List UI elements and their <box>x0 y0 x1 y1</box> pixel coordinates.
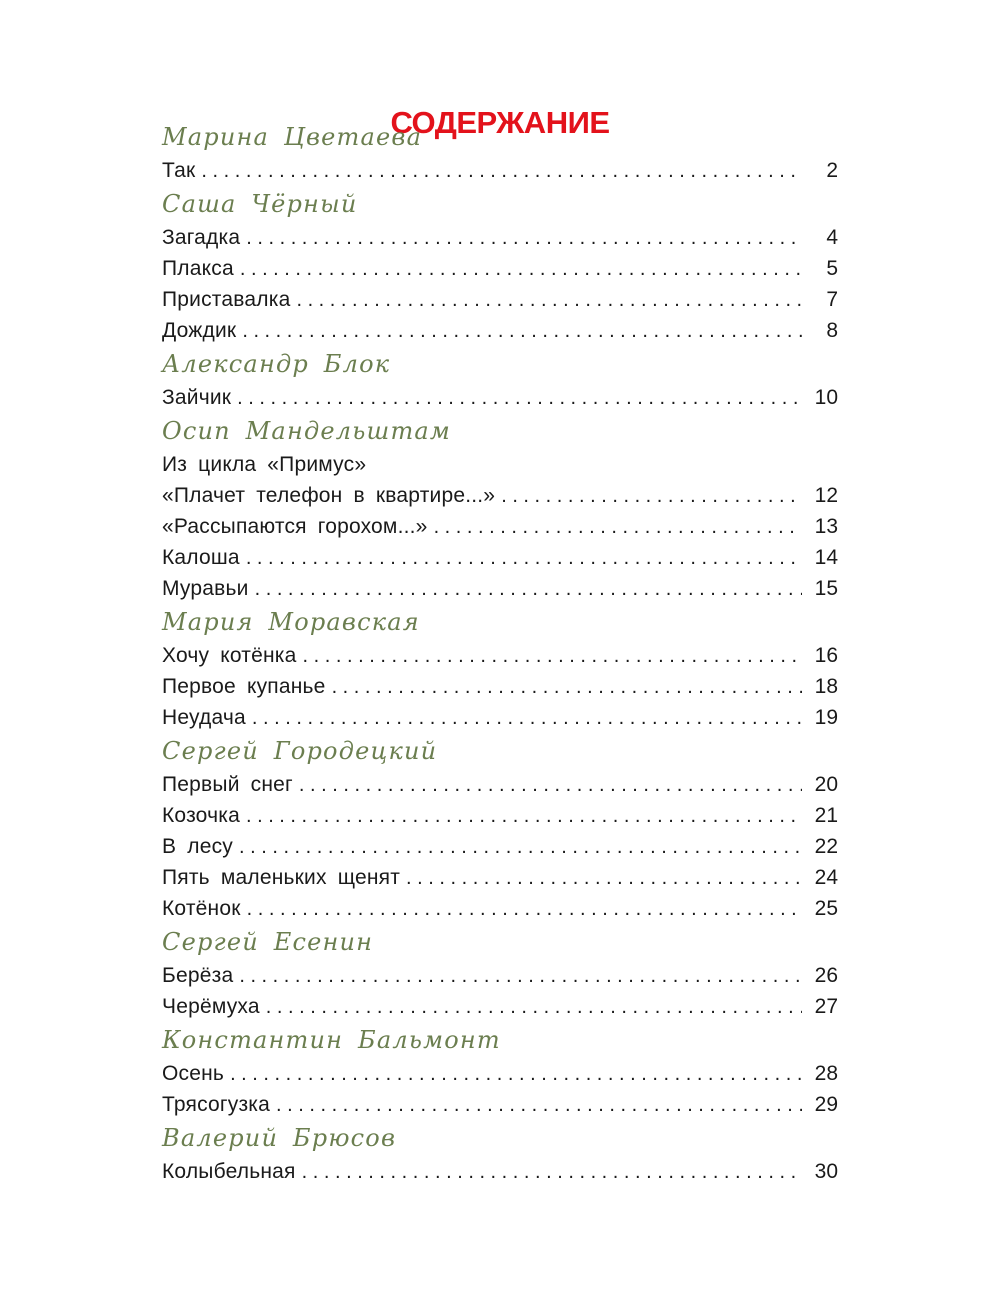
toc-page-number: 15 <box>814 577 838 600</box>
toc-entry-title: Котёнок <box>162 897 241 920</box>
toc-entry-title: Берёза <box>162 964 234 987</box>
toc-page-number: 30 <box>814 1160 838 1183</box>
dot-leader <box>332 672 802 703</box>
dot-leader <box>406 863 802 894</box>
toc-entry[interactable] <box>162 1156 838 1187</box>
dot-leader <box>201 156 802 187</box>
toc-entry[interactable] <box>162 449 838 480</box>
toc-entry[interactable] <box>162 1089 838 1120</box>
toc-entry-title: Колыбельная <box>162 1160 296 1183</box>
toc-page-number: 24 <box>814 866 838 889</box>
toc-entry[interactable] <box>162 671 838 702</box>
author-heading: Константин Бальмонт <box>162 1026 501 1054</box>
dot-leader <box>237 383 802 414</box>
toc-entry-title: Черёмуха <box>162 995 260 1018</box>
dot-leader <box>242 316 802 347</box>
toc-entry-title: Дождик <box>162 319 237 342</box>
dot-leader <box>252 703 802 734</box>
toc-entry-title: Козочка <box>162 804 240 827</box>
toc-page-number: 27 <box>814 995 838 1018</box>
toc-entry[interactable] <box>162 382 838 413</box>
toc-entry[interactable] <box>162 542 838 573</box>
dot-leader <box>434 512 802 543</box>
dot-leader <box>255 574 802 605</box>
toc-entry[interactable] <box>162 769 838 800</box>
toc-entry[interactable] <box>162 800 838 831</box>
dot-leader <box>240 254 802 285</box>
dot-leader <box>276 1090 802 1121</box>
author-heading: Саша Чёрный <box>162 190 358 218</box>
toc-entry-title: Калоша <box>162 546 240 569</box>
toc-page-number: 2 <box>826 159 838 182</box>
toc-entry-title: Хочу котёнка <box>162 644 297 667</box>
toc-entry-title: Плакса <box>162 257 234 280</box>
dot-leader <box>247 894 802 925</box>
toc-page-number: 20 <box>814 773 838 796</box>
toc-entry-title: Первый снег <box>162 773 293 796</box>
dot-leader <box>239 961 802 992</box>
dot-leader <box>266 992 802 1023</box>
toc-entry[interactable] <box>162 862 838 893</box>
dot-leader <box>302 1157 802 1188</box>
toc-page-number: 14 <box>814 546 838 569</box>
dot-leader <box>246 801 802 832</box>
toc-entry-title: Пять маленьких щенят <box>162 866 401 889</box>
toc-entry[interactable] <box>162 155 838 186</box>
toc-entry[interactable] <box>162 222 838 253</box>
toc-entry[interactable] <box>162 893 838 924</box>
toc-entry[interactable] <box>162 702 838 733</box>
toc-entry[interactable] <box>162 640 838 671</box>
toc-page-number: 16 <box>814 644 838 667</box>
toc-entry-title: Приставалка <box>162 288 291 311</box>
toc-entry[interactable] <box>162 480 838 511</box>
author-heading: Осип Мандельштам <box>162 417 452 445</box>
toc-page-number: 21 <box>814 804 838 827</box>
toc-page-number: 5 <box>826 257 838 280</box>
dot-leader <box>246 543 802 574</box>
toc-page-number: 19 <box>814 706 838 729</box>
table-of-contents <box>162 119 838 1187</box>
dot-leader <box>246 223 802 254</box>
author-heading: Марина Цветаева <box>162 123 423 151</box>
toc-entry-title: Загадка <box>162 226 241 249</box>
toc-entry[interactable] <box>162 573 838 604</box>
toc-entry[interactable] <box>162 960 838 991</box>
toc-page-number: 29 <box>814 1093 838 1116</box>
toc-entry-title: Трясогузка <box>162 1093 270 1116</box>
toc-page-number: 28 <box>814 1062 838 1085</box>
toc-entry-title: Так <box>162 159 196 182</box>
dot-leader <box>303 641 802 672</box>
toc-entry-title: Из цикла «Примус» <box>162 453 367 476</box>
toc-entry[interactable] <box>162 253 838 284</box>
toc-page-number: 12 <box>814 484 838 507</box>
toc-entry-title: Осень <box>162 1062 225 1085</box>
author-heading: Александр Блок <box>162 350 391 378</box>
dot-leader <box>299 770 802 801</box>
toc-entry-title: «Плачет телефон в квартире...» <box>162 484 496 507</box>
toc-page-number: 18 <box>814 675 838 698</box>
toc-entry-title: Неудача <box>162 706 246 729</box>
toc-entry[interactable] <box>162 315 838 346</box>
toc-entry-title: В лесу <box>162 835 233 858</box>
toc-entry[interactable] <box>162 991 838 1022</box>
author-heading: Мария Моравская <box>162 608 420 636</box>
toc-entry[interactable] <box>162 511 838 542</box>
toc-page-number: 25 <box>814 897 838 920</box>
toc-page-number: 4 <box>826 226 838 249</box>
dot-leader <box>239 832 802 863</box>
page-title: СОДЕРЖАНИЕ <box>390 104 610 140</box>
dot-leader <box>230 1059 802 1090</box>
toc-page-number: 8 <box>826 319 838 342</box>
toc-entry-title: «Рассыпаются горохом...» <box>162 515 428 538</box>
toc-entry[interactable] <box>162 831 838 862</box>
dot-leader <box>501 481 802 512</box>
toc-entry[interactable] <box>162 284 838 315</box>
toc-entry-title: Муравьи <box>162 577 249 600</box>
toc-page-number: 22 <box>814 835 838 858</box>
toc-entry[interactable] <box>162 1058 838 1089</box>
author-heading: Сергей Есенин <box>162 928 374 956</box>
dot-leader <box>296 285 802 316</box>
author-heading: Сергей Городецкий <box>162 737 438 765</box>
toc-page-number: 26 <box>814 964 838 987</box>
toc-entry-title: Зайчик <box>162 386 232 409</box>
toc-page-number: 13 <box>814 515 838 538</box>
toc-entry-title: Первое купанье <box>162 675 326 698</box>
toc-page-number: 10 <box>814 386 838 409</box>
toc-page-number: 7 <box>826 288 838 311</box>
author-heading: Валерий Брюсов <box>162 1124 397 1152</box>
